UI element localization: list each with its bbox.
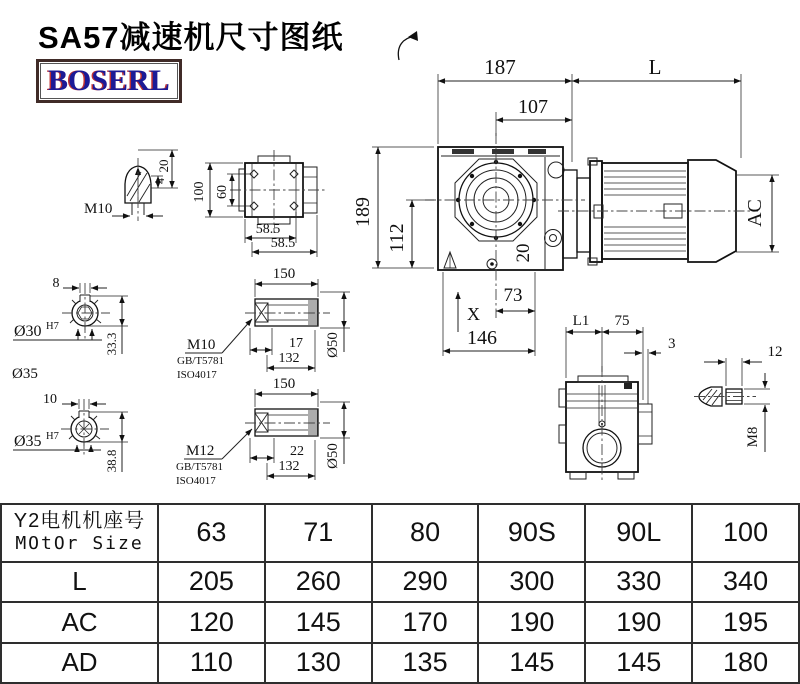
table-cell: 130 [265, 643, 372, 683]
dim-100: 100 [192, 181, 207, 203]
dim-33-3: 33.3 [104, 332, 119, 356]
motor-size-table [0, 503, 800, 684]
dim-58-5-b: 58.5 [270, 236, 296, 251]
outer-dia-35: Ø35 [12, 366, 38, 382]
thread-M10-label: M10 [84, 201, 113, 217]
table-cell: 145 [478, 643, 585, 683]
table-row-L [1, 562, 799, 602]
table-row-AD [1, 643, 799, 683]
dim-AC: AC [744, 199, 766, 227]
boserl-logo [36, 59, 182, 103]
rotation-arrow-icon [398, 36, 415, 60]
table-cell: 145 [585, 643, 692, 683]
hollow-shaft-1 [12, 276, 128, 382]
table-cell: 300 [478, 562, 585, 602]
table-cell: 290 [372, 562, 479, 602]
column-header: 90S [478, 504, 585, 562]
dim-12: 12 [767, 344, 783, 360]
boserl-logo-text: BOSERL [40, 63, 178, 99]
column-header: 63 [158, 504, 265, 562]
dim-132-shaft2: 132 [278, 459, 300, 474]
bore-fit-h7-1: H7 [46, 321, 59, 332]
dim-22: 22 [290, 444, 304, 459]
table-cell: 340 [692, 562, 799, 602]
table-cell: 145 [265, 602, 372, 642]
dim-L1: L1 [572, 313, 590, 329]
motor-size-header-cell [1, 504, 158, 562]
main-view [352, 31, 779, 356]
dim-107: 107 [518, 96, 548, 118]
standard-gbt5781-2: GB/T5781 [176, 461, 224, 473]
dim-17: 17 [289, 336, 303, 351]
dim-38-8: 38.8 [104, 449, 119, 473]
table-cell: 330 [585, 562, 692, 602]
thread-M10-shaft1: M10 [187, 337, 216, 353]
rotation-arrow-head-icon [408, 31, 418, 41]
dim-187: 187 [484, 55, 516, 79]
column-header: 100 [692, 504, 799, 562]
table-cell: 120 [158, 602, 265, 642]
table-cell: 170 [372, 602, 479, 642]
shaft-tip-view [84, 150, 178, 221]
table-cell: 135 [372, 643, 479, 683]
bolt-detail [694, 344, 783, 452]
dim-150-shaft2: 150 [272, 376, 296, 392]
table-cell: 260 [265, 562, 372, 602]
dim-60: 60 [215, 185, 230, 199]
dim-73: 73 [503, 285, 523, 306]
table-cell: 110 [158, 643, 265, 683]
output-shaft-1 [177, 266, 350, 381]
dim-20-tip: 20 [156, 159, 171, 173]
hollow-shaft-2 [13, 392, 128, 472]
label-X: X [467, 304, 480, 324]
dim-3: 3 [668, 336, 676, 352]
standard-gbt5781-1: GB/T5781 [177, 355, 225, 367]
standard-iso4017-1: ISO4017 [177, 369, 217, 381]
row-label-L: L [1, 562, 158, 602]
motor-size-header-en: MOtOr Size [15, 533, 144, 555]
table-header-row [1, 504, 799, 562]
table-cell: 205 [158, 562, 265, 602]
dim-dia-50-shaft2: Ø50 [325, 443, 341, 469]
dim-20-main: 20 [513, 243, 534, 263]
dim-keyway-8: 8 [52, 276, 60, 291]
row-label-AC: AC [1, 602, 158, 642]
thread-M12-shaft2: M12 [186, 443, 215, 459]
row-label-AD: AD [1, 643, 158, 683]
table-cell: 190 [478, 602, 585, 642]
dim-58-5-a: 58.5 [255, 222, 281, 237]
output-shaft-2 [176, 376, 350, 487]
dim-keyway-10: 10 [43, 392, 57, 407]
table-cell: 190 [585, 602, 692, 642]
dim-150-shaft1: 150 [272, 266, 296, 282]
dim-L: L [648, 55, 662, 79]
dim-112: 112 [386, 223, 408, 253]
side-view [559, 313, 676, 482]
table-row-AC [1, 602, 799, 642]
bore-dia-30: Ø30 [14, 323, 42, 340]
dim-75: 75 [614, 313, 630, 329]
motor-size-header-cn: Y2电机机座号 [13, 510, 146, 533]
bore-fit-h7-2: H7 [46, 431, 59, 442]
table-cell: 195 [692, 602, 799, 642]
standard-iso4017-2: ISO4017 [176, 475, 216, 487]
bore-dia-35: Ø35 [14, 433, 42, 450]
top-view [192, 150, 326, 257]
column-header: 90L [585, 504, 692, 562]
dim-132-shaft1: 132 [278, 351, 300, 366]
page-title: SA57减速机尺寸图纸 [38, 20, 344, 55]
column-header: 80 [372, 504, 479, 562]
dim-4: 4 [153, 178, 167, 184]
table-cell: 180 [692, 643, 799, 683]
thread-M8-label: M8 [745, 426, 761, 448]
column-header: 71 [265, 504, 372, 562]
dim-dia-50-shaft1: Ø50 [325, 332, 341, 358]
dim-146: 146 [467, 327, 497, 349]
dim-189: 189 [352, 197, 374, 227]
